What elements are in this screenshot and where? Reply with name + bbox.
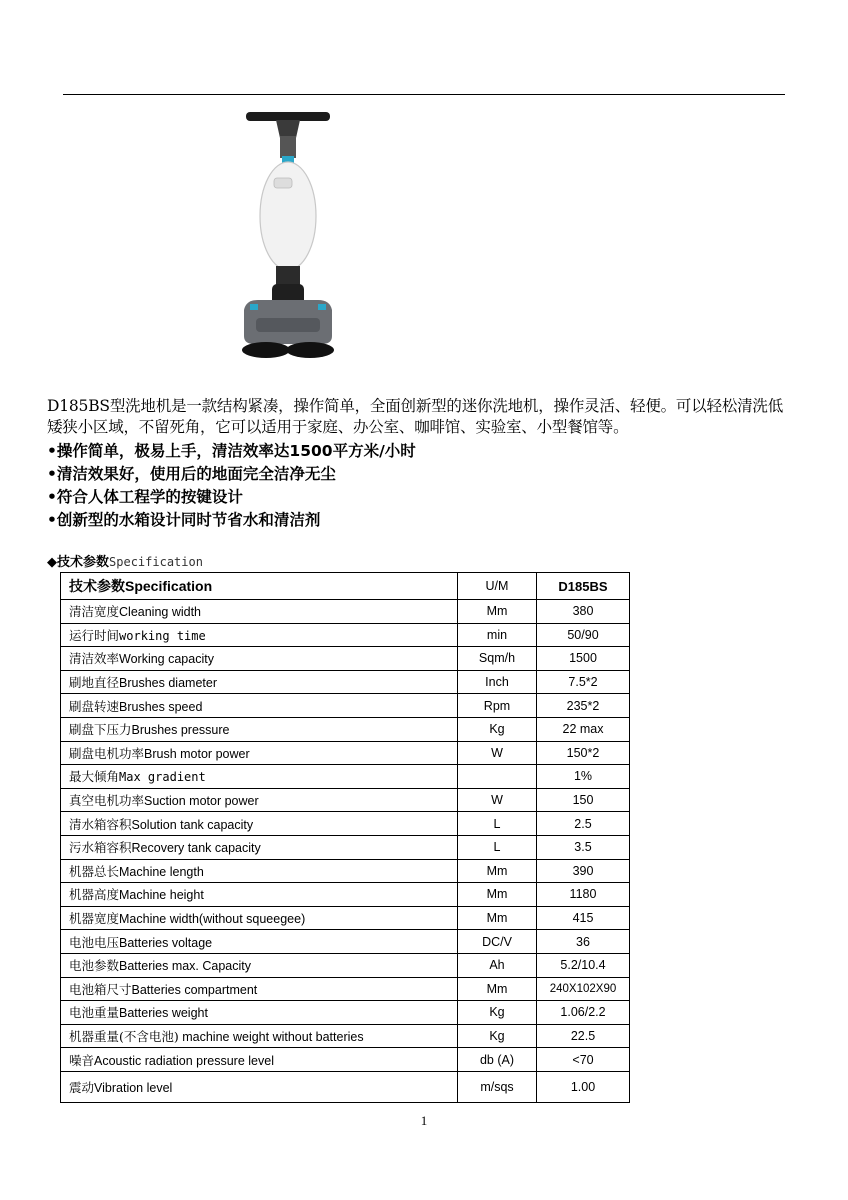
table-row — [61, 835, 630, 859]
diamond-icon: ◆ — [47, 555, 57, 570]
spec-value: 1.00 — [537, 1071, 630, 1102]
spec-parameter — [61, 906, 458, 930]
spec-parameter-en: Machine length — [119, 864, 204, 879]
spec-unit: DC/V — [458, 930, 537, 954]
table-row — [61, 717, 630, 741]
spec-value: 150*2 — [537, 741, 630, 765]
feature-text: 创新型的水箱设计同时节省水和清洁剂 — [56, 511, 321, 529]
spec-unit: Mm — [458, 883, 537, 907]
spec-parameter-en: Brushes pressure — [131, 723, 230, 738]
spec-parameter — [61, 953, 458, 977]
spec-value: 235*2 — [537, 694, 630, 718]
spec-value: 7.5*2 — [537, 670, 630, 694]
spec-value: 5.2/10.4 — [537, 953, 630, 977]
spec-value: 22 max — [537, 717, 630, 741]
spec-parameter-en: Brush motor power — [144, 746, 250, 761]
spec-parameter-cn: 清洁宽度 — [69, 604, 120, 620]
spec-parameter-cn: 电池箱尺寸 — [69, 981, 132, 997]
spec-title-cn: 技术参数 — [57, 555, 110, 570]
spec-parameter — [61, 930, 458, 954]
table-row — [61, 647, 630, 671]
feature-item — [47, 486, 807, 509]
spec-parameter — [61, 1001, 458, 1025]
table-row — [61, 741, 630, 765]
spec-parameter-en: machine weight without batteries — [178, 1029, 364, 1044]
feature-text: 符合人体工程学的按键设计 — [56, 488, 243, 506]
spec-header-row — [61, 573, 630, 600]
spec-value: 390 — [537, 859, 630, 883]
spec-value: <70 — [537, 1048, 630, 1072]
spec-parameter-cn: 机器总长 — [69, 863, 120, 879]
spec-unit: Kg — [458, 1001, 537, 1025]
spec-value: 1% — [537, 765, 630, 789]
spec-parameter — [61, 765, 458, 789]
spec-unit: Mm — [458, 977, 537, 1001]
spec-unit: min — [458, 623, 537, 647]
spec-unit: m/sqs — [458, 1071, 537, 1102]
spec-value: 3.5 — [537, 835, 630, 859]
spec-parameter-en: Working capacity — [119, 652, 214, 667]
bullet-marker: • — [47, 465, 57, 483]
spec-value: 150 — [537, 788, 630, 812]
spec-parameter-en: Acoustic radiation pressure level — [94, 1053, 274, 1068]
spec-value: 240X102X90 — [537, 977, 630, 1001]
spec-parameter-en: Max gradient — [119, 770, 206, 785]
spec-unit: Mm — [458, 600, 537, 624]
spec-parameter — [61, 859, 458, 883]
spec-parameter — [61, 812, 458, 836]
bullet-marker: • — [47, 511, 57, 529]
spec-parameter-cn: 最大倾角 — [69, 769, 120, 785]
spec-parameter-en: Brushes diameter — [119, 676, 217, 691]
spec-unit: Inch — [458, 670, 537, 694]
page-number: 1 — [420, 1113, 428, 1128]
spec-unit: W — [458, 741, 537, 765]
spec-parameter-cn: 电池重量 — [69, 1005, 120, 1021]
spec-parameter-en: Batteries compartment — [131, 982, 258, 997]
spec-parameter — [61, 670, 458, 694]
spec-parameter-en: Solution tank capacity — [131, 817, 254, 832]
spec-parameter-en: working time — [119, 628, 206, 643]
spec-parameter — [61, 1048, 458, 1072]
spec-header-label: 技术参数Specification — [61, 573, 458, 600]
spec-parameter-en: Machine height — [119, 888, 204, 903]
spec-parameter-cn: 刷地直径 — [69, 675, 120, 691]
spec-parameter — [61, 883, 458, 907]
spec-parameter-en: Vibration level — [94, 1080, 173, 1095]
feature-item — [47, 463, 807, 486]
spec-value: 1500 — [537, 647, 630, 671]
spec-parameter-en: Batteries voltage — [119, 935, 213, 950]
table-row — [61, 623, 630, 647]
spec-value: 1180 — [537, 883, 630, 907]
spec-parameter-en: Brushes speed — [119, 699, 203, 714]
table-row — [61, 977, 630, 1001]
spec-parameter-cn: 刷盘下压力 — [69, 722, 132, 738]
spec-title-en: Specification — [109, 555, 203, 569]
table-row — [61, 1048, 630, 1072]
spec-parameter-cn: 电池电压 — [69, 934, 120, 950]
table-row — [61, 930, 630, 954]
spec-unit: Kg — [458, 1024, 537, 1048]
spec-unit: W — [458, 788, 537, 812]
spec-parameter — [61, 647, 458, 671]
table-row — [61, 953, 630, 977]
feature-text: 操作简单，极易上手，清洁效率达1500平方米/小时 — [56, 442, 416, 460]
spec-value: 380 — [537, 600, 630, 624]
spec-value: 415 — [537, 906, 630, 930]
spec-unit: Mm — [458, 859, 537, 883]
spec-parameter-cn: 污水箱容积 — [69, 840, 132, 856]
spec-parameter — [61, 835, 458, 859]
spec-parameter-cn: 电池参数 — [69, 958, 120, 974]
spec-parameter-cn: 刷盘电机功率 — [69, 745, 145, 761]
spec-unit: db (A) — [458, 1048, 537, 1072]
product-description: D185BS型洗地机是一款结构紧凑，操作简单，全面创新型的迷你洗地机，操作灵活、轻便。可以轻松清洗低矮狭小区域，不留死角，它可以适用于家庭、办公室、咖啡馆、实验室、小型餐馆等。 — [47, 397, 784, 436]
spec-parameter — [61, 717, 458, 741]
spec-value: 1.06/2.2 — [537, 1001, 630, 1025]
spec-parameter — [61, 977, 458, 1001]
table-row — [61, 670, 630, 694]
spec-value: 36 — [537, 930, 630, 954]
spec-section-title — [47, 553, 203, 572]
spec-unit — [458, 765, 537, 789]
spec-value: 50/90 — [537, 623, 630, 647]
floor-scrubber-photo — [236, 108, 340, 364]
spec-parameter-cn: 清水箱容积 — [69, 816, 132, 832]
table-row — [61, 859, 630, 883]
spec-value: 22.5 — [537, 1024, 630, 1048]
spec-parameter — [61, 600, 458, 624]
table-row — [61, 600, 630, 624]
spec-parameter-cn: 运行时间 — [69, 627, 120, 643]
bullet-marker: • — [47, 488, 57, 506]
spec-unit: Rpm — [458, 694, 537, 718]
feature-list — [47, 440, 807, 532]
spec-parameter-en: Recovery tank capacity — [131, 841, 261, 856]
spec-parameter-cn: 机器高度 — [69, 887, 120, 903]
spec-parameter — [61, 741, 458, 765]
spec-parameter-cn: 真空电机功率 — [69, 793, 145, 809]
spec-parameter-en: Machine width(without squeegee) — [119, 912, 306, 927]
feature-text: 清洁效果好，使用后的地面完全洁净无尘 — [56, 465, 336, 483]
table-row — [61, 765, 630, 789]
bullet-marker: • — [47, 442, 57, 460]
table-row — [61, 906, 630, 930]
spec-unit: L — [458, 835, 537, 859]
spec-parameter — [61, 694, 458, 718]
spec-unit: L — [458, 812, 537, 836]
table-row — [61, 1071, 630, 1102]
spec-unit: Sqm/h — [458, 647, 537, 671]
spec-parameter-cn: 机器宽度 — [69, 911, 120, 927]
spec-parameter-cn: 噪音 — [69, 1052, 95, 1068]
spec-parameter-en: Cleaning width — [119, 605, 202, 620]
table-row — [61, 1001, 630, 1025]
spec-unit: Mm — [458, 906, 537, 930]
spec-parameter — [61, 623, 458, 647]
spec-parameter-en: Batteries max. Capacity — [119, 959, 252, 974]
spec-parameter — [61, 1071, 458, 1102]
spec-parameter-cn: 清洁效率 — [69, 651, 120, 667]
spec-parameter-en: Suction motor power — [144, 794, 259, 809]
spec-table — [60, 572, 630, 1103]
spec-header-model: D185BS — [537, 573, 630, 600]
spec-parameter — [61, 1024, 458, 1048]
table-row — [61, 788, 630, 812]
spec-parameter-cn: 机器重量(不含电池) — [69, 1028, 179, 1044]
spec-parameter-en: Batteries weight — [119, 1006, 208, 1021]
spec-parameter-cn: 震动 — [69, 1079, 95, 1095]
table-row — [61, 812, 630, 836]
spec-unit: Ah — [458, 953, 537, 977]
table-row — [61, 883, 630, 907]
spec-unit: Kg — [458, 717, 537, 741]
table-row — [61, 1024, 630, 1048]
feature-item — [47, 440, 807, 463]
header-rule — [63, 94, 785, 95]
feature-item — [47, 509, 807, 532]
table-row — [61, 694, 630, 718]
spec-value: 2.5 — [537, 812, 630, 836]
spec-parameter — [61, 788, 458, 812]
spec-header-unit: U/M — [458, 573, 537, 600]
spec-parameter-cn: 刷盘转速 — [69, 698, 120, 714]
